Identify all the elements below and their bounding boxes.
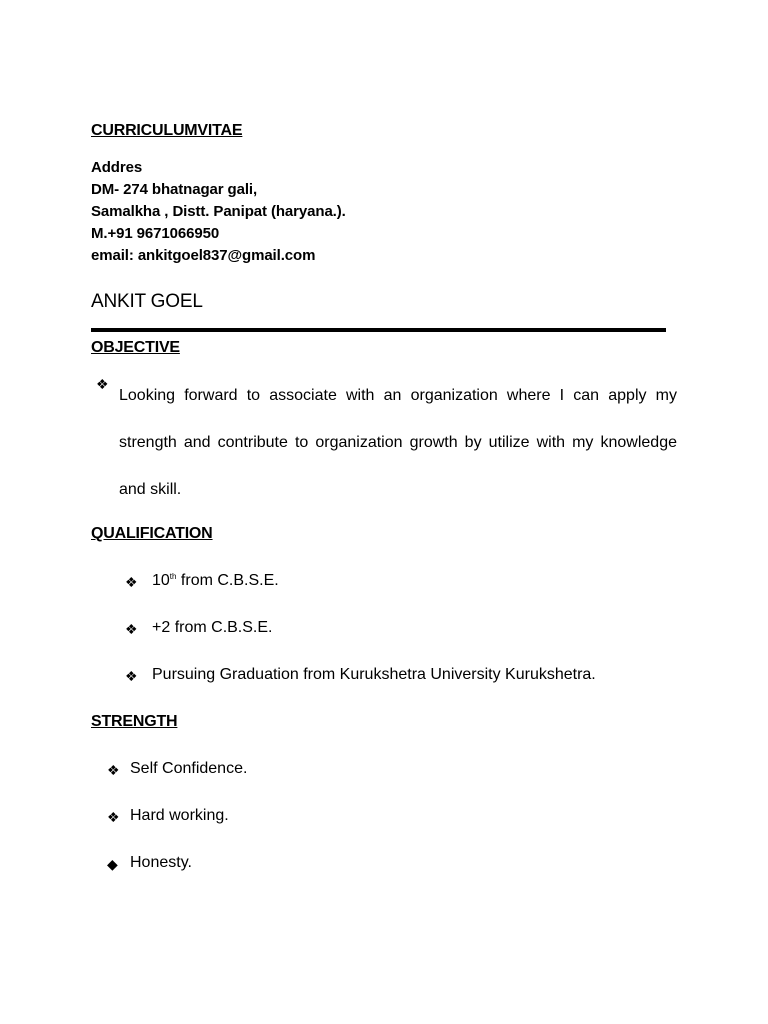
strength-item: Self Confidence. [130,760,248,777]
objective-text: Looking forward to associate with an organization where I can apply my strength and contribute to organization growth by utilize with my knowledge and skill. [119,387,677,498]
qualification-bullet-icon: ❖ [125,668,138,684]
phone-number: M.+91 9671066950 [91,225,220,242]
strength-bullet-icon: ◆ [107,856,118,872]
qualification-item-text-suffix: from C.B.S.E. [176,572,279,589]
qualification-item-superscript: th [169,572,177,581]
qualification-item [152,572,279,590]
strength-heading: STRENGTH [91,713,178,730]
email-address: email: ankitgoel837@gmail.com [91,247,316,264]
candidate-name: ANKIT GOEL [91,291,203,312]
objective-heading: OBJECTIVE [91,339,180,356]
document-title: CURRICULUMVITAE [91,122,243,139]
header-divider [91,328,666,332]
strength-bullet-icon: ❖ [107,762,120,778]
strength-bullet-icon: ❖ [107,809,120,825]
strength-item: Honesty. [130,854,192,871]
qualification-item: Pursuing Graduation from Kurukshetra University Kurukshetra. [152,666,596,683]
address-line-1: DM- 274 bhatnagar gali, [91,181,258,198]
objective-bullet-icon: ❖ [96,376,109,392]
qualification-item-text: 10 [152,572,170,589]
address-line-2: Samalkha , Distt. Panipat (haryana.). [91,203,346,220]
qualification-bullet-icon: ❖ [125,621,138,637]
qualification-bullet-icon: ❖ [125,574,138,590]
address-label: Addres [91,159,143,176]
qualification-item: +2 from C.B.S.E. [152,619,273,636]
strength-item: Hard working. [130,807,229,824]
qualification-heading: QUALIFICATION [91,525,213,542]
